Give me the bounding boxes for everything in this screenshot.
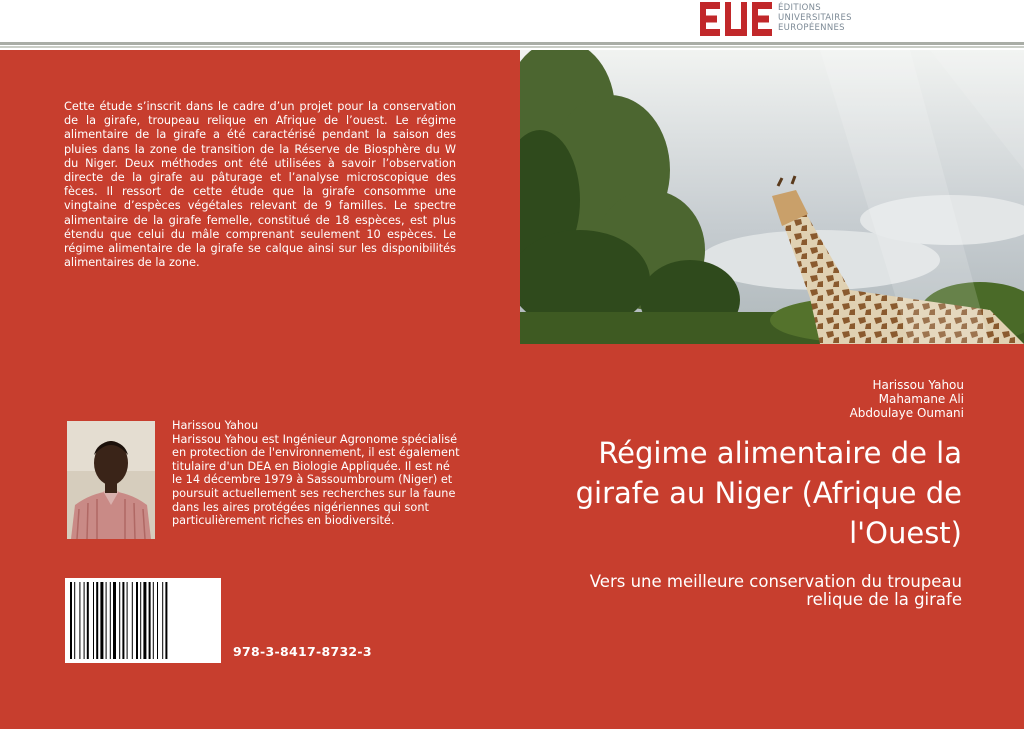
publisher-logo-icon: [700, 2, 772, 36]
author-name: Mahamane Ali: [878, 392, 964, 406]
author-bio: [172, 419, 462, 528]
publisher-name-line: UNIVERSITAIRES: [778, 13, 852, 23]
header-rule-dark: [0, 42, 1024, 45]
author-list: [850, 378, 964, 420]
book-subtitle: Vers une meilleure conservation du troupeau relique de la girafe: [589, 572, 962, 609]
bio-text: Harissou Yahou est Ingénieur Agronome spécialisé en protection de l'environnement, il est également titulaire d'un DEA en Biologie Appliquée. Il est né le 14 décembre 1979 à Sassoumbroum (Niger) et poursuit actuellement ses recherches sur la faune dans les aires protégées nigériennes qui sont particulièrement riches en biodiversité.: [172, 432, 460, 528]
author-name: Abdoulaye Oumani: [849, 406, 964, 420]
back-cover-blurb: Cette étude s’inscrit dans le cadre d’un projet pour la conservation de la girafe, troupeau relique en Afrique de l’ouest. Le régime alimentaire de la girafe a été caractérisé pendant la saison des pluies dans la zone de transition de la Réserve de Biosphère du W du Niger. Deux méthodes ont été utilisées à savoir l’observation directe de la girafe au pâturage et l’analyse microscopique des fèces. Il ressort de cette étude que la girafe consomme une vingtaine d’espèces végétales relevant de 9 familles. Le spectre alimentaire de la girafe femelle, constitué de 18 espèces, est plus étendu que celui du mâle comprenant seulement 10 espèces. Le régime alimentaire de la girafe se calque ainsi sur les disponibilités alimentaires de la zone.: [64, 100, 456, 270]
isbn-number: 978-3-8417-8732-3: [233, 644, 372, 659]
giraffe-photo: [520, 50, 1024, 344]
publisher-name-line: EUROPÉENNES: [778, 23, 845, 33]
publisher-name-line: ÉDITIONS: [778, 3, 821, 13]
author-portrait: [67, 421, 155, 539]
bio-author-name: Harissou Yahou: [172, 419, 259, 432]
barcode-icon: [65, 578, 221, 663]
publisher-name: [778, 3, 852, 33]
header-rule-light: [0, 46, 1024, 48]
book-title: Régime alimentaire de la girafe au Niger (Afrique de l'Ouest): [575, 436, 962, 550]
barcode: [65, 578, 221, 663]
publisher-header: [0, 0, 1024, 46]
author-name: Harissou Yahou: [872, 378, 964, 392]
